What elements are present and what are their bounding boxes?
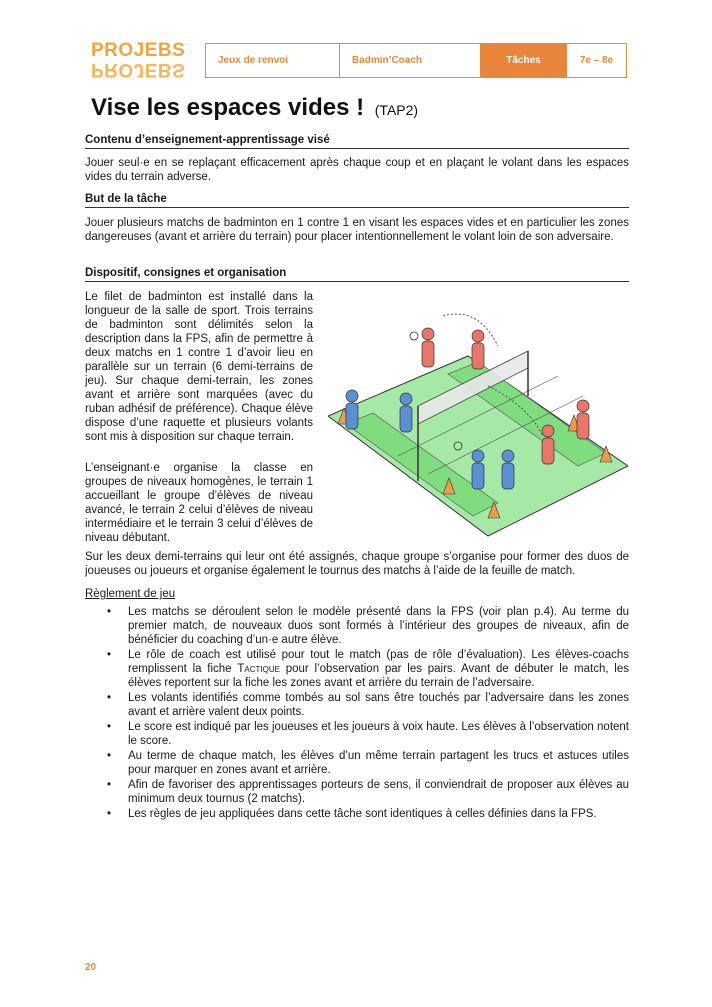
- badminton-court-illustration: [328, 296, 628, 544]
- header-module: Badmin’Coach: [340, 44, 481, 77]
- page-number: 20: [85, 962, 97, 973]
- section-heading-contenu: Contenu d’enseignement-apprentissage visé: [85, 134, 629, 149]
- list-item: • Le rôle de coach est utilisé pour tout le match (pas de rôle d’évaluation). Les élèves-coachs remplissent la fiche Tactique pour l’observation par les pairs. Avant de débuter le match, les élèves reportent sur la fiche les zones avant et arrière du terrain de l’adversaire.: [85, 648, 629, 690]
- header-theme: Jeux de renvoi: [206, 44, 340, 77]
- title-tag: (TAP2): [374, 102, 419, 118]
- logo-text-mirrored: PROJEBS: [91, 59, 186, 80]
- header-section-active: Tâches: [481, 44, 567, 77]
- title-main: Vise les espaces vides !: [91, 94, 365, 121]
- dispositif-paragraph-2: L’enseignant·e organise la classe en groupes de niveaux homogènes, le terrain 1 accueillant le groupe d’élèves de niveau avancé, le terrain 2 celui d’élèves de niveau intermédiaire et le terrain 3 celui d’élèves de niveau débutant.: [85, 462, 313, 544]
- header-grade: 7e – 8e: [579, 55, 614, 66]
- list-item: • Le score est indiqué par les joueuses et les joueurs à voix haute. Les élèves à l’observation notent le score.: [85, 720, 629, 748]
- rules-list: [85, 605, 629, 822]
- projebs-logo: [91, 41, 189, 81]
- list-item: • Les volants identifiés comme tombés au sol sans être touchés par l’adversaire dans les zones avant et arrière valent deux points.: [85, 691, 629, 719]
- list-item: • Les règles de jeu appliquées dans cette tâche sont identiques à celles définies dans la FPS.: [85, 807, 629, 821]
- dispositif-paragraph-1: Le filet de badminton est installé dans la longueur de la salle de sport. Trois terrains de badminton sont délimités selon la description dans la FPS, afin de permettre à deux matchs en 1 contre 1 d’avoir lieu en parallèle sur un terrain (6 demi-terrains de jeu). Sur chaque demi-terrain, les zones avant et arrière sont marquées (avec du ruban adhésif de préférence). Chaque élève dispose d’une raquette et plusieurs volants sont mis à disposition sur chaque terrain.: [85, 291, 313, 443]
- section-text-contenu: Jouer seul·e en se replaçant efficacement après chaque coup et en plaçant le volant dans les espaces vides du terrain adverse.: [85, 157, 629, 183]
- list-item: • Afin de favoriser des apprentissages porteurs de sens, il conviendrait de proposer aux élèves au minimum deux tournus (2 matchs).: [85, 778, 629, 806]
- list-item: • Les matchs se déroulent selon le modèle présenté dans la FPS (voir plan p.4). Au terme du premier match, de nouveaux duos sont formés à l’intérieur des groupes de niveaux, afin de bénéficier du coaching d’un·e autre élève.: [85, 605, 629, 647]
- section-heading-dispositif: Dispositif, consignes et organisation: [85, 267, 629, 282]
- rules-heading: Règlement de jeu: [85, 588, 176, 600]
- tactique-label: Tactique: [237, 663, 280, 675]
- section-text-but: Jouer plusieurs matchs de badminton en 1 contre 1 en visant les espaces vides et en particulier les zones dangereuses (avant et arrière du terrain) pour placer intentionnellement le volant loin de son adversaire.: [85, 217, 629, 243]
- page-title: [91, 94, 418, 122]
- section-heading-but: But de la tâche: [85, 193, 629, 208]
- list-item: • Au terme de chaque match, les élèves d’un même terrain partagent les trucs et astuces utiles pour marquer en zones avant et arrière.: [85, 749, 629, 777]
- header-bar: [205, 43, 627, 78]
- logo-text: PROJEBS: [91, 40, 186, 61]
- dispositif-paragraph-3: Sur les deux demi-terrains qui leur ont été assignés, chaque groupe s’organise pour former des duos de joueuses ou joueurs et organise également le tournus des matchs à l’aide de la feuille de match.: [85, 551, 629, 577]
